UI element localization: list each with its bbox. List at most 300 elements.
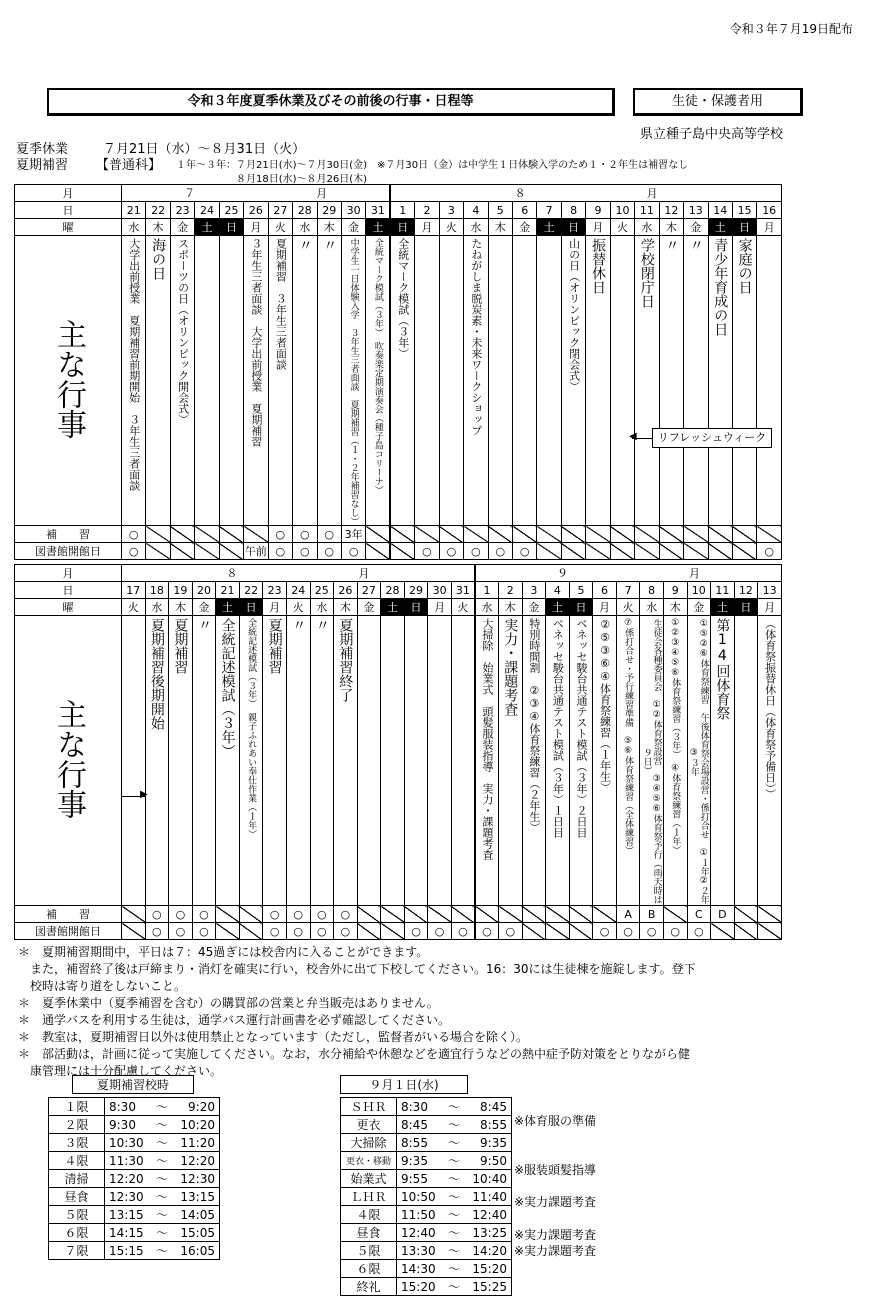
schedule-note (514, 1178, 596, 1194)
event-cell (145, 616, 169, 906)
day-cell: 15 (732, 202, 756, 219)
tilde: ～ (151, 1188, 173, 1206)
dow-cell: 土 (546, 599, 570, 616)
event-cell (464, 236, 488, 526)
period-cell: ４限 (49, 1152, 105, 1170)
hoshu-cell (732, 526, 756, 543)
library-cell (357, 923, 381, 940)
event-cell (169, 616, 193, 906)
event-cell (428, 616, 452, 906)
refresh-week-label: リフレッシュウィーク (652, 428, 772, 448)
hoshu-cell: ○ (268, 526, 292, 543)
end-time: 16:05 (173, 1242, 220, 1260)
library-cell: ○ (169, 923, 193, 940)
hoshu-cell: ○ (286, 906, 310, 923)
library-cell: ○ (334, 923, 358, 940)
period-cell: ６限 (49, 1224, 105, 1242)
hoshu-cell (488, 526, 512, 543)
day-cell: 12 (659, 202, 683, 219)
event-cell (192, 616, 216, 906)
start-time: 12:30 (105, 1188, 152, 1206)
period-cell: ４限 (341, 1206, 397, 1224)
event-cell (317, 236, 341, 526)
library-cell: ○ (263, 923, 287, 940)
schedule-row (341, 1224, 512, 1242)
library-header: 図書館開館日 (15, 923, 122, 940)
schedule-note: ※実力課題考査 (514, 1243, 597, 1258)
period-cell: ３限 (49, 1134, 105, 1152)
events-row (15, 236, 782, 526)
event-cell (610, 236, 634, 526)
dow-row (15, 599, 782, 616)
event-cell (439, 236, 463, 526)
schedule-row (341, 1188, 512, 1206)
month-august: ８ 月 (390, 185, 781, 202)
event-cell (239, 616, 263, 906)
school-name: 県立種子島中央高等学校 (640, 127, 784, 142)
schedule-row (49, 1134, 220, 1152)
hoshu-cell (593, 906, 617, 923)
hoshu-cell (216, 906, 240, 923)
event-cell (334, 616, 358, 906)
event-cell (475, 616, 499, 906)
hoshu-cell (522, 906, 546, 923)
start-time: 13:30 (397, 1242, 444, 1260)
sep1-schedule-title: ９月１日(水) (340, 1075, 468, 1094)
hoshu-schedule-table (48, 1097, 220, 1260)
day-cell: 19 (169, 582, 193, 599)
schedule-note (514, 1259, 596, 1275)
hoshu-cell (122, 906, 146, 923)
library-cell: ○ (122, 543, 146, 560)
dow-cell: 日 (219, 219, 243, 236)
dow-cell: 月 (758, 599, 782, 616)
hoshu-cell: ○ (192, 906, 216, 923)
event-text: ベネッセ駿台共通テスト模試（３年）１日目 (551, 618, 565, 838)
period-cell: ＳＨＲ (341, 1098, 397, 1116)
hoshu-cell: ○ (334, 906, 358, 923)
event-text: 実力・課題考査 (502, 618, 519, 716)
period-cell: ５限 (341, 1242, 397, 1260)
tilde: ～ (443, 1278, 465, 1296)
event-cell (687, 616, 711, 906)
dow-cell: 日 (390, 219, 414, 236)
event-cell (561, 236, 585, 526)
library-cell: ○ (317, 543, 341, 560)
hoshu-cell: C (687, 906, 711, 923)
schedule-note: ※実力課題考査 (514, 1195, 597, 1210)
event-cell (404, 616, 428, 906)
day-cell: 8 (561, 202, 585, 219)
library-cell: ○ (640, 923, 664, 940)
hoshu-header: 補 習 (15, 526, 122, 543)
schedule-row (49, 1152, 220, 1170)
dow-header: 曜 (15, 219, 122, 236)
day-cell: 1 (390, 202, 414, 219)
event-cell (757, 236, 782, 526)
hoshu-row (15, 906, 782, 923)
day-cell: 7 (616, 582, 640, 599)
day-cell: 23 (170, 202, 194, 219)
schedule-row (341, 1098, 512, 1116)
period-cell: ２限 (49, 1116, 105, 1134)
library-cell (366, 543, 390, 560)
day-cell: 10 (687, 582, 711, 599)
dow-cell: 日 (239, 599, 263, 616)
day-cell: 16 (757, 202, 782, 219)
library-cell (381, 923, 405, 940)
day-cell: 3 (439, 202, 463, 219)
day-cell: 26 (244, 202, 268, 219)
hoshu-cell: A (616, 906, 640, 923)
period-cell: 始業式 (341, 1170, 397, 1188)
day-cell: 29 (317, 202, 341, 219)
hoshu-period-1: １年～３年：７月21日(水)～７月30日(金) ※７月30日（金）は中学生１日体験入学のため１・２年生は補習なし (176, 160, 689, 171)
dow-cell: 水 (145, 599, 169, 616)
day-cell: 28 (381, 582, 405, 599)
tilde: ～ (151, 1224, 173, 1242)
dow-cell: 水 (310, 599, 334, 616)
dow-cell: 火 (122, 599, 146, 616)
event-cell (216, 616, 240, 906)
schedule-row (341, 1260, 512, 1278)
library-cell: ○ (451, 923, 475, 940)
library-cell (170, 543, 194, 560)
hoshu-cell: D (711, 906, 735, 923)
schedule-row (49, 1242, 220, 1260)
day-cell: 17 (122, 582, 146, 599)
day-cell: 6 (513, 202, 537, 219)
events-header: 主な行事 (15, 236, 122, 526)
end-time: 12:40 (465, 1206, 512, 1224)
event-cell (546, 616, 570, 906)
event-cell (537, 236, 561, 526)
library-cell: ○ (464, 543, 488, 560)
tilde: ～ (443, 1206, 465, 1224)
library-cell: ○ (499, 923, 523, 940)
calendar-july-august (14, 184, 782, 560)
dow-cell: 金 (522, 599, 546, 616)
hoshu-cell (546, 906, 570, 923)
end-time: 13:15 (173, 1188, 220, 1206)
end-time: 9:35 (465, 1134, 512, 1152)
event-text: スポーツの日（オリンピック開会式） (176, 238, 190, 425)
event-text: 〃 (321, 238, 338, 252)
hoshu-cell (475, 906, 499, 923)
library-cell: ○ (268, 543, 292, 560)
day-cell: 27 (268, 202, 292, 219)
dow-cell: 日 (404, 599, 428, 616)
dow-cell: 土 (708, 219, 732, 236)
event-text: ⑦係打合せ・予行練習準備 ⑤⑥体育祭練習（全体練習） (623, 618, 634, 855)
month-july: ７ 月 (122, 185, 391, 202)
month-september: ９ 月 (475, 565, 782, 582)
end-time: 12:30 (173, 1170, 220, 1188)
library-cell: 午前 (244, 543, 268, 560)
day-cell: 24 (195, 202, 219, 219)
event-text: 〃 (687, 238, 704, 252)
event-text: ベネッセ駿台共通テスト模試（３年）２日目 (574, 618, 588, 838)
period-cell: ７限 (49, 1242, 105, 1260)
dow-cell: 火 (268, 219, 292, 236)
hoshu-cell (610, 526, 634, 543)
hoshu-cell (439, 526, 463, 543)
day-cell: 25 (310, 582, 334, 599)
events-header: 主な行事 (15, 616, 122, 906)
dow-cell: 日 (734, 599, 758, 616)
library-cell (219, 543, 243, 560)
schedule-note (514, 1210, 596, 1226)
day-cell: 11 (711, 582, 735, 599)
hoshu-cell: ○ (293, 526, 317, 543)
hoshu-cell (404, 906, 428, 923)
event-text: 特別時間割 ②③④体育祭練習（２年生） (527, 618, 541, 833)
event-text: 振替休日 (590, 238, 607, 294)
day-cell: 31 (366, 202, 390, 219)
day-cell: 27 (357, 582, 381, 599)
dow-cell: 金 (684, 219, 708, 236)
event-text: 大学出前授業 夏期補習前期開始 ３年生三者面談 (127, 238, 141, 491)
tilde: ～ (443, 1242, 465, 1260)
end-time: 14:05 (173, 1206, 220, 1224)
sep1-schedule-table (340, 1097, 512, 1296)
dow-cell: 月 (415, 219, 439, 236)
day-cell: 1 (475, 582, 499, 599)
day-cell: 25 (219, 202, 243, 219)
event-text: 第14回体育祭 (714, 618, 731, 720)
event-text: 全統記述模試（３年） (219, 618, 236, 758)
end-time: 11:40 (465, 1188, 512, 1206)
hoshu-cell (366, 526, 390, 543)
event-cell (569, 616, 593, 906)
start-time: 9:30 (105, 1116, 152, 1134)
hoshu-cell (451, 906, 475, 923)
schedule-note: ※服装頭髪指導 (514, 1162, 597, 1177)
dow-cell: 木 (334, 599, 358, 616)
hoshu-cell: ○ (317, 526, 341, 543)
dow-cell: 木 (146, 219, 170, 236)
event-cell (616, 616, 640, 906)
event-text: 生徒会各種委員会 ①②体育祭設営 ③④⑤⑥体育祭予行（雨天時は９日） (641, 619, 662, 904)
dow-cell: 火 (451, 599, 475, 616)
event-text: 中学生一日体験入学 ３年生三者面談 夏期補習（１・２年補習なし） (348, 238, 359, 526)
event-text: 家庭の日 (736, 238, 753, 294)
dow-cell: 金 (170, 219, 194, 236)
dow-cell: 木 (663, 599, 687, 616)
library-cell: ○ (293, 543, 317, 560)
end-time: 15:20 (465, 1260, 512, 1278)
dow-cell: 水 (640, 599, 664, 616)
dow-cell: 水 (122, 219, 146, 236)
schedule-note (514, 1097, 596, 1113)
day-cell: 11 (635, 202, 659, 219)
schedule-row (49, 1170, 220, 1188)
schedule-note (514, 1129, 596, 1145)
dow-cell: 月 (757, 219, 782, 236)
event-cell (341, 236, 365, 526)
day-row (15, 202, 782, 219)
period-cell: 昼食 (49, 1188, 105, 1206)
schedule-row (49, 1206, 220, 1224)
event-text: 全統マーク模試（３年） 吹奏楽定期演奏会（種子島コリーナ） (372, 238, 383, 495)
day-cell: 13 (684, 202, 708, 219)
tilde: ～ (443, 1170, 465, 1188)
schedule-row (49, 1224, 220, 1242)
library-cell: ○ (687, 923, 711, 940)
event-text: 海の日 (150, 238, 167, 280)
end-time: 8:55 (465, 1116, 512, 1134)
hoshu-cell (381, 906, 405, 923)
schedule-note: ※体育服の準備 (514, 1114, 597, 1129)
period-cell: 大掃除 (341, 1134, 397, 1152)
day-cell: 9 (586, 202, 610, 219)
tilde: ～ (151, 1116, 173, 1134)
event-text: 夏期補習 (172, 618, 189, 674)
day-cell: 4 (546, 582, 570, 599)
event-cell (684, 236, 708, 526)
hoshu-cell: ○ (169, 906, 193, 923)
tilde: ～ (443, 1260, 465, 1278)
start-time: 11:50 (397, 1206, 444, 1224)
period-cell: １限 (49, 1098, 105, 1116)
day-cell: 28 (293, 202, 317, 219)
schedule-row (341, 1206, 512, 1224)
library-cell (522, 923, 546, 940)
hoshu-cell (586, 526, 610, 543)
event-text: 夏期補習 ３年生三者面談 (274, 238, 288, 370)
day-cell: 8 (640, 582, 664, 599)
note-line: ＊ 部活動は，計画に従って実施してください。なお，水分補給や休憩などを適宜行うなどの熱中症予防対策をとりながら健 (18, 1047, 691, 1061)
event-cell (711, 616, 735, 906)
audience-label: 生徒・保護者用 (633, 88, 803, 116)
start-time: 13:15 (105, 1206, 152, 1224)
dow-cell: 月 (428, 599, 452, 616)
event-text: 〃 (296, 238, 313, 252)
day-cell: 30 (341, 202, 365, 219)
hoshu-cell (499, 906, 523, 923)
hoshu-cell (663, 906, 687, 923)
library-cell (146, 543, 170, 560)
notes (18, 944, 858, 1080)
event-text: 〃 (195, 618, 212, 632)
event-cell (310, 616, 334, 906)
event-cell (293, 236, 317, 526)
dow-cell: 日 (569, 599, 593, 616)
end-time: 14:20 (465, 1242, 512, 1260)
hoshu-cell (239, 906, 263, 923)
period-cell: ＬＨＲ (341, 1188, 397, 1206)
end-time: 10:20 (173, 1116, 220, 1134)
schedule-row (49, 1116, 220, 1134)
hoshu-cell: B (640, 906, 664, 923)
event-text: ②⑤③⑥④体育祭練習（１年生） (598, 618, 612, 793)
dow-cell: 金 (357, 599, 381, 616)
library-cell: ○ (404, 923, 428, 940)
period-cell: 終礼 (341, 1278, 397, 1296)
event-cell (415, 236, 439, 526)
hoshu-cell (357, 906, 381, 923)
hoshu-header: 補 習 (15, 906, 122, 923)
schedule-note (514, 1146, 596, 1162)
hoshu-row (15, 526, 782, 543)
note-line: ＊ 夏期補習期間中，平日は７：45過ぎには校舎内に入ることができます。 (18, 945, 429, 959)
dow-cell: 金 (513, 219, 537, 236)
schedule-row (49, 1188, 220, 1206)
tilde: ～ (443, 1134, 465, 1152)
end-time: 13:25 (465, 1224, 512, 1242)
event-text: 夏期補習後期開始 (148, 618, 165, 730)
schedule-row (341, 1170, 512, 1188)
event-cell (659, 236, 683, 526)
dow-cell: 土 (711, 599, 735, 616)
schedule-row (341, 1134, 512, 1152)
library-cell (708, 543, 732, 560)
library-cell (586, 543, 610, 560)
event-text: ①⑤②⑥体育祭練習 午後体育祭会場設営・係打合せ ①１年②２年③３年 (688, 619, 709, 904)
start-time: 8:45 (397, 1116, 444, 1134)
hoshu-label: 夏期補習 (16, 158, 69, 173)
event-cell (357, 616, 381, 906)
event-cell (499, 616, 523, 906)
library-cell (195, 543, 219, 560)
day-cell: 21 (122, 202, 146, 219)
tilde: ～ (443, 1224, 465, 1242)
hoshu-cell (758, 906, 782, 923)
events-row (15, 616, 782, 906)
event-cell (219, 236, 243, 526)
library-cell (734, 923, 758, 940)
day-cell: 26 (334, 582, 358, 599)
dow-cell: 火 (616, 599, 640, 616)
library-cell (610, 543, 634, 560)
hoshu-cell (170, 526, 194, 543)
dow-cell: 金 (341, 219, 365, 236)
event-text: 夏期補習 (266, 618, 283, 674)
day-cell: 21 (216, 582, 240, 599)
dow-cell: 土 (195, 219, 219, 236)
event-text: 大掃除 始業式 頭髪服装指導 実力・課題考査 (480, 618, 494, 860)
start-time: 12:40 (397, 1224, 444, 1242)
library-header: 図書館開館日 (15, 543, 122, 560)
library-cell (390, 543, 414, 560)
month-header: 月 (15, 565, 122, 582)
library-cell: ○ (286, 923, 310, 940)
period-cell: 清掃 (49, 1170, 105, 1188)
end-time: 15:05 (173, 1224, 220, 1242)
month-row (15, 185, 782, 202)
dow-cell: 月 (586, 219, 610, 236)
day-row (15, 582, 782, 599)
library-cell: ○ (616, 923, 640, 940)
event-cell (663, 616, 687, 906)
event-cell (513, 236, 537, 526)
dow-header: 曜 (15, 599, 122, 616)
start-time: 8:55 (397, 1134, 444, 1152)
dow-cell: 金 (192, 599, 216, 616)
arrow-right-icon: ▶ (140, 789, 148, 800)
dow-cell: 日 (732, 219, 756, 236)
sep1-schedule-notes (514, 1097, 596, 1275)
event-cell (122, 616, 146, 906)
end-time: 12:20 (173, 1152, 220, 1170)
end-time: 8:45 (465, 1098, 512, 1116)
library-cell (732, 543, 756, 560)
event-cell (758, 616, 782, 906)
start-time: 14:15 (105, 1224, 152, 1242)
event-cell (522, 616, 546, 906)
event-cell (640, 616, 664, 906)
event-text: （体育祭振替休日（体育祭予備日）） (763, 618, 777, 800)
